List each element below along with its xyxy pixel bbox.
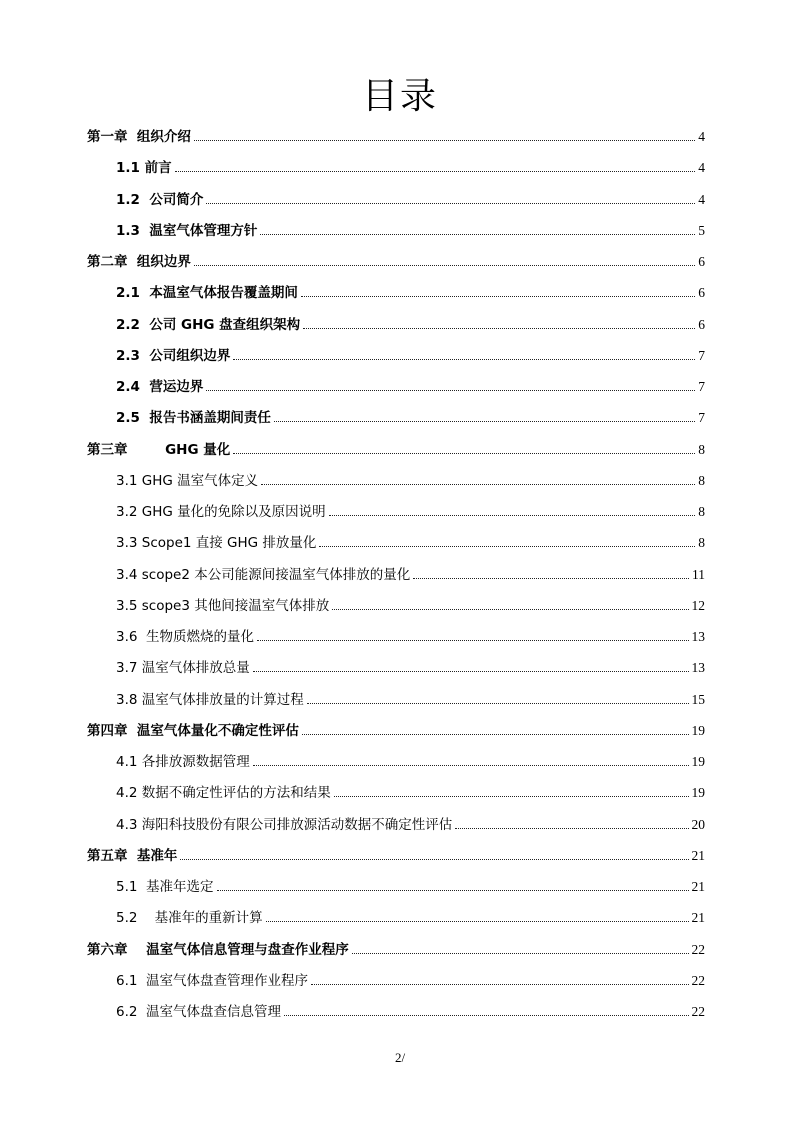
toc-dot-leader [329, 515, 696, 516]
toc-entry-label: 第六章 温室气体信息管理与盘查作业程序 [87, 941, 349, 958]
toc-entry-page: 11 [692, 566, 705, 582]
toc-entry-page: 21 [691, 910, 705, 926]
toc-entry-label: 2.2 公司 GHG 盘查组织架构 [116, 316, 301, 333]
toc-dot-leader [194, 140, 695, 141]
toc-entry[interactable] [87, 437, 705, 459]
toc-entry[interactable] [116, 218, 705, 240]
toc-entry-label: 2.3 公司组织边界 [116, 347, 231, 364]
toc-entry-label: 1.2 公司简介 [116, 191, 204, 208]
toc-entry[interactable] [116, 187, 705, 209]
toc-entry-label: 1.1 前言 [116, 160, 172, 177]
toc-entry[interactable] [87, 249, 705, 271]
toc-entry[interactable] [116, 374, 705, 396]
page-title: 目录 [361, 76, 438, 117]
toc-dot-leader [206, 390, 695, 391]
toc-dot-leader [307, 703, 689, 704]
toc-entry-page: 4 [698, 191, 705, 207]
toc-entry-label: 5.2 基准年的重新计算 [116, 910, 263, 927]
toc-entry-label: 3.8 温室气体排放量的计算过程 [116, 691, 304, 708]
toc-entry-label: 3.4 scope2 本公司能源间接温室气体排放的量化 [116, 566, 411, 583]
toc-entry-label: 3.7 温室气体排放总量 [116, 660, 250, 677]
toc-dot-leader [352, 953, 689, 954]
toc-entry[interactable] [116, 905, 705, 927]
toc-entry[interactable] [116, 874, 705, 896]
toc-dot-leader [217, 890, 689, 891]
toc-entry-page: 8 [698, 504, 705, 519]
toc-entry[interactable] [116, 812, 705, 834]
toc-entry-page: 22 [691, 1004, 705, 1019]
toc-entry-page: 22 [691, 972, 705, 988]
toc-entry-page: 6 [698, 254, 705, 269]
toc-entry-label: 第三章 GHG 量化 [87, 441, 231, 458]
toc-entry[interactable] [116, 687, 705, 709]
toc-entry[interactable] [116, 280, 705, 302]
toc-entry-label: 第五章 基准年 [87, 847, 178, 864]
toc-entry[interactable] [87, 718, 705, 740]
toc-entry-label: 3.1 GHG 温室气体定义 [116, 472, 259, 489]
toc-entry-label: 4.3 海阳科技股份有限公司排放源活动数据不确定性评估 [116, 816, 453, 833]
toc-entry-page: 6 [698, 285, 705, 301]
toc-entry-label: 5.1 基准年选定 [116, 879, 214, 895]
page-number-footer: 2/ [394, 1050, 406, 1065]
toc-entry-page: 7 [698, 410, 705, 426]
toc-entry-label: 3.5 scope3 其他间接温室气体排放 [116, 597, 330, 614]
toc-entry[interactable] [116, 749, 705, 771]
toc-entry-page: 15 [691, 691, 705, 707]
toc-entry-page: 21 [691, 879, 705, 894]
toc-dot-leader [206, 203, 695, 204]
toc-entry-page: 8 [698, 441, 705, 457]
toc-entry-page: 6 [698, 316, 705, 332]
toc-entry-label: 3.2 GHG 量化的免除以及原因说明 [116, 504, 326, 520]
toc-dot-leader [413, 578, 689, 579]
toc-entry-label: 1.3 温室气体管理方针 [116, 222, 258, 239]
toc-dot-leader [261, 484, 695, 485]
toc-entry-label: 3.3 Scope1 直接 GHG 排放量化 [116, 535, 317, 552]
toc-entry-page: 19 [691, 785, 705, 801]
toc-entry[interactable] [87, 937, 705, 959]
toc-entry[interactable] [116, 562, 705, 584]
toc-dot-leader [266, 921, 689, 922]
toc-entry-label: 2.5 报告书涵盖期间责任 [116, 410, 271, 427]
toc-entry-page: 8 [698, 535, 705, 551]
toc-dot-leader [274, 421, 695, 422]
toc-entry-page: 7 [698, 379, 705, 394]
toc-entry[interactable] [116, 405, 705, 427]
toc-entry-page: 8 [698, 472, 705, 488]
toc-dot-leader [311, 984, 688, 985]
toc-entry[interactable] [116, 999, 705, 1021]
toc-dot-leader [233, 453, 695, 454]
toc-entry-page: 19 [691, 754, 705, 769]
toc-entry-label: 4.1 各排放源数据管理 [116, 754, 250, 770]
toc-entry-page: 13 [691, 660, 705, 676]
toc-entry[interactable] [116, 530, 705, 552]
toc-entry-page: 4 [698, 160, 705, 176]
toc-dot-leader [319, 546, 695, 547]
toc-entry-page: 12 [691, 597, 705, 613]
toc-entry[interactable] [87, 124, 705, 146]
toc-dot-leader [284, 1015, 688, 1016]
toc-entry[interactable] [116, 593, 705, 615]
toc-entry-label: 6.2 温室气体盘查信息管理 [116, 1004, 282, 1020]
toc-dot-leader [257, 640, 688, 641]
toc-entry[interactable] [116, 968, 705, 990]
toc-entry[interactable] [116, 312, 705, 334]
toc-entry-page: 13 [691, 629, 705, 644]
toc-entry-label: 第一章 组织介绍 [87, 129, 191, 145]
toc-entry-page: 4 [698, 129, 705, 144]
toc-entry[interactable] [87, 843, 705, 865]
toc-entry[interactable] [116, 499, 705, 521]
toc-dot-leader [302, 734, 689, 735]
toc-dot-leader [253, 765, 689, 766]
toc-dot-leader [175, 171, 696, 172]
toc-entry[interactable] [116, 468, 705, 490]
toc-entry-label: 3.6 生物质燃烧的量化 [116, 629, 255, 645]
toc-dot-leader [334, 796, 689, 797]
toc-dot-leader [303, 328, 695, 329]
toc-entry-label: 第四章 温室气体量化不确定性评估 [87, 722, 299, 739]
toc-dot-leader [180, 859, 688, 860]
toc-entry-label: 第二章 组织边界 [87, 254, 191, 270]
toc-entry[interactable] [116, 780, 705, 802]
toc-entry-page: 7 [698, 347, 705, 363]
toc-entry-label: 2.4 营运边界 [116, 379, 204, 395]
toc-entry[interactable] [116, 655, 705, 677]
toc-dot-leader [301, 296, 695, 297]
toc-entry-page: 19 [691, 722, 705, 738]
toc-dot-leader [233, 359, 695, 360]
toc-dot-leader [455, 828, 688, 829]
toc-entry-page: 21 [691, 847, 705, 863]
toc-entry-page: 5 [698, 222, 705, 238]
toc-entry-label: 6.1 温室气体盘查管理作业程序 [116, 972, 309, 989]
toc-entry-page: 20 [691, 816, 705, 832]
toc-entry-label: 4.2 数据不确定性评估的方法和结果 [116, 785, 331, 802]
toc-entry[interactable] [116, 155, 705, 177]
toc-dot-leader [260, 234, 695, 235]
toc-dot-leader [253, 671, 689, 672]
toc-entry-page: 22 [691, 941, 705, 957]
toc-entry[interactable] [116, 343, 705, 365]
toc-dot-leader [332, 609, 688, 610]
toc-entry-label: 2.1 本温室气体报告覆盖期间 [116, 285, 298, 302]
toc-dot-leader [194, 265, 695, 266]
toc-entry[interactable] [116, 624, 705, 646]
